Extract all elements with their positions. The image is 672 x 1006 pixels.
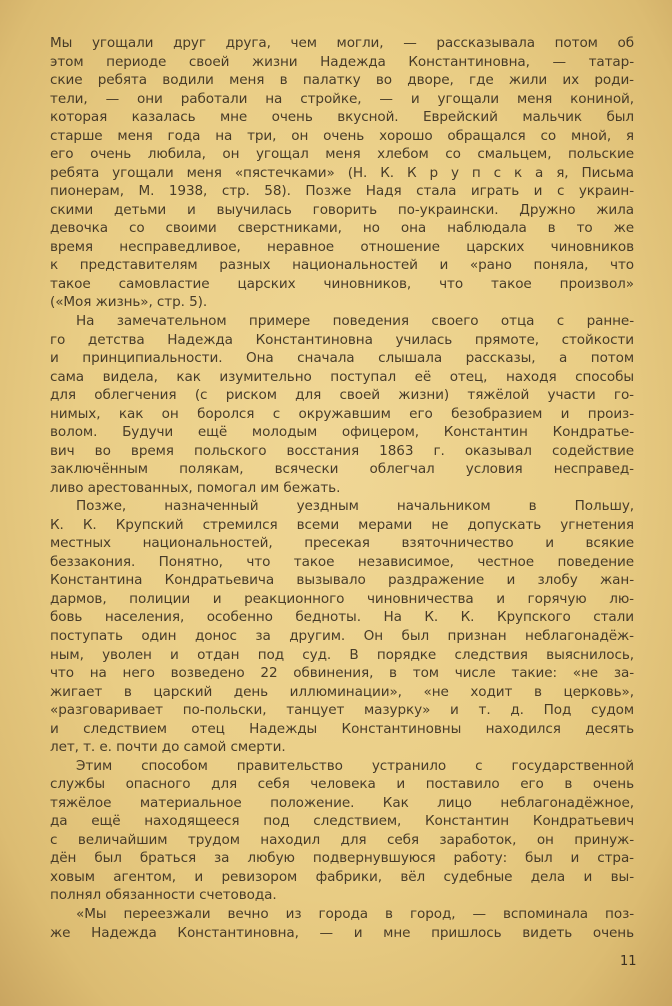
text-line: службы опасного для себя человека и поставило его в очень <box>50 776 634 793</box>
text-line: ребята угощали меня «пястечками» (Н. К. К р у п с к а я, Письма <box>50 164 634 181</box>
text-line: К. К. Крупский стремился всеми мерами не допускать угнетения <box>50 516 634 533</box>
paragraph <box>50 757 634 905</box>
text-line: для облегчения (с риском для своей жизни) тяжёлой участи го- <box>50 387 634 404</box>
text-line: местных национальностей, пресекая взяточничество и всякие <box>50 535 634 552</box>
text-line: вич во время польского восстания 1863 г. оказывал содействие <box>50 442 634 459</box>
text-line: тели, — они работали на стройке, — и угощали меня кониной, <box>50 90 634 107</box>
text-line: ховым агентом, и ревизором фабрики, вёл судебные дела и вы- <box>50 868 634 885</box>
text-line: его очень любила, он угощал меня хлебом со смальцем, польские <box>50 146 634 163</box>
paragraph <box>50 34 634 312</box>
text-line: же Надежда Константиновна, — и мне пришлось видеть очень <box>50 924 634 941</box>
text-line: которая казалась мне очень вкусной. Еврейский мальчик был <box>50 109 634 126</box>
text-line: этом периоде своей жизни Надежда Константиновна, — татар- <box>50 53 634 70</box>
text-line: такое самовластие царских чиновников, что такое произвол» <box>50 275 634 292</box>
text-line: девочка со своими сверстниками, но она наблюдала в то же <box>50 220 634 237</box>
paragraph <box>50 497 634 756</box>
text-line: нимых, как он боролся с окружавшим его безобразием и произ- <box>50 405 634 422</box>
text-line: («Моя жизнь», стр. 5). <box>50 294 208 311</box>
text-line: ские ребята водили меня в палатку во дворе, где жили их роди- <box>50 72 634 89</box>
text-line: поступать один донос за другим. Он был признан неблагонадёж- <box>50 628 634 644</box>
text-line: На замечательном примере поведения своего отца с ранне- <box>76 312 634 329</box>
text-line: к представителям разных национальностей и «рано поняла, что <box>50 257 634 274</box>
text-line: и принципиальности. Она сначала слышала рассказы, а потом <box>50 350 634 367</box>
text-line: Этим способом правительство устранило с государственной <box>76 757 634 774</box>
text-line: «разговаривает по-польски, танцует мазурку» и т. д. Под судом <box>50 702 634 719</box>
paragraph <box>50 905 634 942</box>
text-line: пионерам, М. 1938, стр. 58). Позже Надя стала играть и с украин- <box>50 183 634 200</box>
text-line: Константина Кондратьевича вызывало раздражение и злобу жан- <box>50 572 634 589</box>
text-line: «Мы переезжали вечно из города в город, — вспоминала поз- <box>76 905 634 922</box>
text-line: бовь населения, особенно бедноты. На К. К. Крупского стали <box>50 609 634 626</box>
text-line: заключённым полякам, всячески облегчал условия несправед- <box>50 461 634 478</box>
text-line: полнял обязанности счетовода. <box>50 887 277 904</box>
text-line: старше меня года на три, он очень хорошо обращался со мной, я <box>50 127 634 144</box>
paragraph <box>50 312 634 497</box>
text-line: беззакония. Понятно, что такое независимое, честное поведение <box>50 553 634 570</box>
text-line: с величайшим трудом находил для себя заработок, он принуж- <box>50 831 634 848</box>
text-line: сама видела, как изумительно поступал её отец, находя способы <box>50 368 634 385</box>
text-line: лет, т. е. почти до самой смерти. <box>50 739 286 756</box>
text-line: волом. Будучи ещё молодым офицером, Константин Кондратье- <box>50 424 634 441</box>
text-line: ливо арестованных, помогал им бежать. <box>50 479 341 496</box>
text-line: жигает в царский день иллюминации», «не ходит в церковь», <box>50 683 634 700</box>
text-line: время несправедливое, неравное отношение царских чиновников <box>50 238 634 255</box>
text-line: Мы угощали друг друга, чем могли, — рассказывала потом об <box>50 35 634 51</box>
text-line: тяжёлое материальное положение. Как лицо неблагонадёжное, <box>50 794 634 811</box>
page-body-text <box>50 34 634 942</box>
text-line: Позже, назначенный уездным начальником в Польшу, <box>76 498 634 515</box>
text-line: да ещё находящееся под следствием, Константин Кондратьевич <box>50 813 634 830</box>
page-number: 11 <box>620 954 637 969</box>
text-line: дармов, полиции и реакционного чиновничества и горячую лю- <box>50 590 634 607</box>
text-line: дён был браться за любую подвернувшуюся работу: был и стра- <box>50 850 634 867</box>
text-line: и следствием отец Надежды Константиновны находился десять <box>50 720 634 737</box>
text-line: что на него возведено 22 обвинения, в том числе такие: «не за- <box>50 665 634 682</box>
text-line: го детства Надежда Константиновна училась прямоте, стойкости <box>50 331 634 348</box>
text-line: скими детьми и выучилась говорить по-украински. Дружно жила <box>50 201 634 218</box>
text-line: ным, уволен и отдан под суд. В порядке следствия выяснилось, <box>50 646 634 663</box>
